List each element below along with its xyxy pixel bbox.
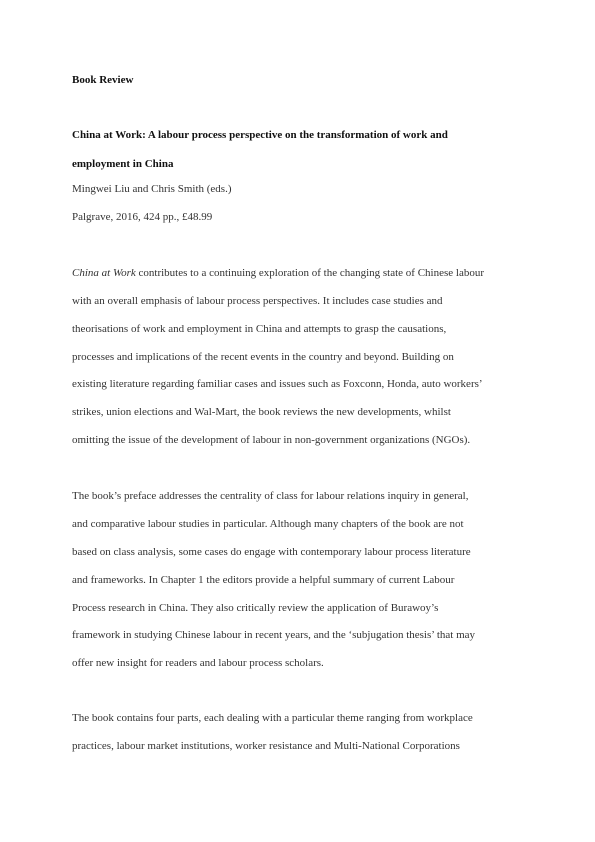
book-authors: Mingwei Liu and Chris Smith (eds.) [72, 183, 232, 195]
paragraph-2-line-5: Process research in China. They also critically review the application of Burawoy’s [72, 602, 439, 614]
paragraph-1-line-1 [72, 266, 484, 280]
paragraph-1-line-5: existing literature regarding familiar cases and issues such as Foxconn, Honda, auto workers’ [72, 378, 483, 390]
book-publication: Palgrave, 2016, 424 pp., £48.99 [72, 211, 213, 223]
book-title-line-2: employment in China [72, 158, 174, 170]
section-label: Book Review [72, 74, 134, 86]
book-title-italic: China at Work [72, 267, 136, 279]
paragraph-1-line-2: with an overall emphasis of labour process perspectives. It includes case studies and [72, 295, 443, 307]
paragraph-2-line-3: based on class analysis, some cases do engage with contemporary labour process literature [72, 546, 471, 558]
paragraph-3-line-1: The book contains four parts, each dealing with a particular theme ranging from workplace [72, 712, 473, 724]
paragraph-2-line-1: The book’s preface addresses the centrality of class for labour relations inquiry in general, [72, 490, 469, 502]
paragraph-1-line-6: strikes, union elections and Wal-Mart, the book reviews the new developments, whilst [72, 406, 451, 418]
paragraph-1-line-7: omitting the issue of the development of labour in non-government organizations (NGOs). [72, 434, 471, 446]
paragraph-2-line-6: framework in studying Chinese labour in recent years, and the ‘subjugation thesis’ that may [72, 629, 476, 641]
paragraph-2-line-2: and comparative labour studies in particular. Although many chapters of the book are not [72, 518, 464, 530]
paragraph-3-line-2: practices, labour market institutions, worker resistance and Multi-National Corporations [72, 740, 460, 752]
paragraph-2-line-4: and frameworks. In Chapter 1 the editors provide a helpful summary of current Labour [72, 574, 455, 586]
paragraph-1-line-4: processes and implications of the recent events in the country and beyond. Building on [72, 351, 454, 363]
book-title-line-1: China at Work: A labour process perspective on the transformation of work and [72, 129, 448, 141]
paragraph-2-line-7: offer new insight for readers and labour process scholars. [72, 657, 324, 669]
paragraph-1-line-3: theorisations of work and employment in China and attempts to grasp the causations, [72, 323, 447, 335]
paragraph-1-line-1-rest: contributes to a continuing exploration of the changing state of Chinese labour [135, 267, 485, 279]
